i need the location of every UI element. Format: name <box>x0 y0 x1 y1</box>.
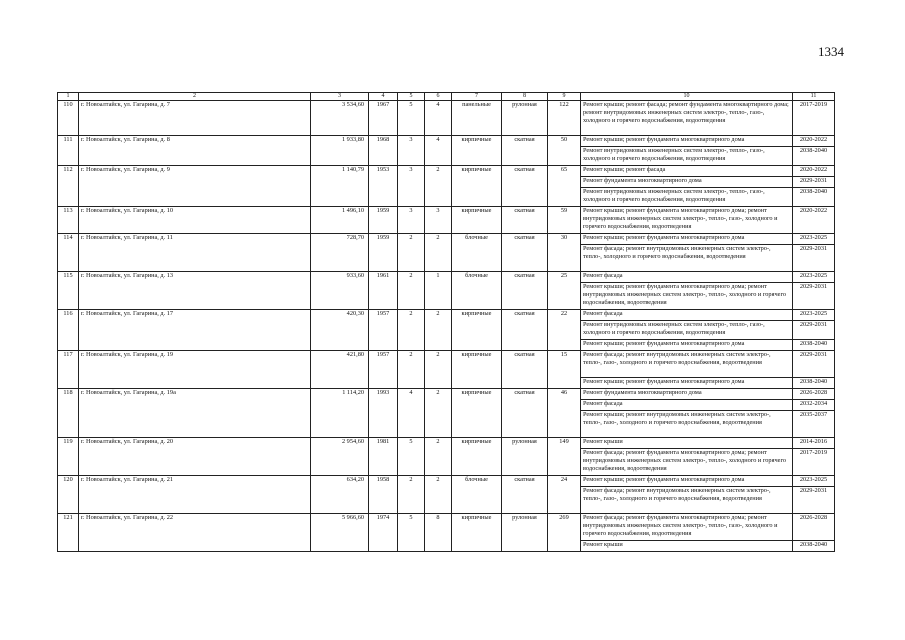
roof-cell: рулонная <box>502 438 548 476</box>
residents-cell: 22 <box>548 310 581 351</box>
year-cell: 1967 <box>369 101 398 136</box>
work-type-cell: Ремонт фундамента многоквартирного дома <box>581 389 793 400</box>
table-row <box>58 234 835 245</box>
area-cell: 933,60 <box>311 272 369 310</box>
column-number: 2 <box>79 93 311 101</box>
year-cell: 1974 <box>369 514 398 552</box>
year-cell: 1959 <box>369 234 398 272</box>
walls-cell: кирпичные <box>452 438 502 476</box>
roof-cell: скатная <box>502 234 548 272</box>
table-row <box>58 136 835 147</box>
floors-cell: 3 <box>398 136 425 166</box>
roof-cell: скатная <box>502 476 548 514</box>
period-cell: 2038-2040 <box>793 188 835 207</box>
year-cell: 1957 <box>369 310 398 351</box>
address-cell: г. Новоалтайск, ул. Гагарина, д. 13 <box>79 272 311 310</box>
walls-cell: кирпичные <box>452 389 502 438</box>
work-type-cell: Ремонт крыши <box>581 438 793 449</box>
period-cell: 2023-2025 <box>793 272 835 283</box>
walls-cell: панельные <box>452 101 502 136</box>
column-number: 4 <box>369 93 398 101</box>
period-cell: 2029-2031 <box>793 487 835 514</box>
table-row <box>58 351 835 378</box>
residents-cell: 24 <box>548 476 581 514</box>
row-number: 111 <box>58 136 79 166</box>
work-type-cell: Ремонт фундамента многоквартирного дома <box>581 177 793 188</box>
work-type-cell: Ремонт крыши; ремонт фасада; ремонт фундамента многоквартирного дома; ремонт внутридомовых инженерных систем электро-, тепло-, газо-, холодного и горячего водоснабжения, водоотведения <box>581 101 793 136</box>
year-cell: 1957 <box>369 351 398 389</box>
floors-cell: 2 <box>398 351 425 389</box>
walls-cell: кирпичные <box>452 166 502 207</box>
work-type-cell: Ремонт крыши; ремонт внутридомовых инженерных систем электро-, тепло-, газо-, холодного и горячего водоснабжения, водоотведения <box>581 411 793 438</box>
floors-cell: 2 <box>398 272 425 310</box>
row-number: 113 <box>58 207 79 234</box>
period-cell: 2023-2025 <box>793 476 835 487</box>
roof-cell: скатная <box>502 207 548 234</box>
floors-cell: 3 <box>398 166 425 207</box>
roof-cell: скатная <box>502 351 548 389</box>
entrances-cell: 1 <box>425 272 452 310</box>
entrances-cell: 4 <box>425 101 452 136</box>
table-row <box>58 310 835 321</box>
roof-cell: скатная <box>502 310 548 351</box>
work-type-cell: Ремонт крыши <box>581 541 793 552</box>
residents-cell: 122 <box>548 101 581 136</box>
roof-cell: скатная <box>502 389 548 438</box>
floors-cell: 2 <box>398 310 425 351</box>
roof-cell: скатная <box>502 272 548 310</box>
table-row <box>58 207 835 234</box>
area-cell: 634,20 <box>311 476 369 514</box>
area-cell: 1 496,10 <box>311 207 369 234</box>
work-type-cell: Ремонт крыши; ремонт фундамента многоквартирного дома <box>581 378 793 389</box>
column-number: 3 <box>311 93 369 101</box>
table-row <box>58 389 835 400</box>
row-number: 112 <box>58 166 79 207</box>
roof-cell: рулонная <box>502 514 548 552</box>
work-type-cell: Ремонт крыши; ремонт фундамента многоквартирного дома; ремонт внутридомовых инженерных систем электро-, тепло-, газо-, холодного и горячего водоснабжения, водоотведения <box>581 207 793 234</box>
period-cell: 2029-2031 <box>793 283 835 310</box>
walls-cell: кирпичные <box>452 310 502 351</box>
year-cell: 1959 <box>369 207 398 234</box>
work-type-cell: Ремонт фасада; ремонт фундамента многоквартирного дома; ремонт внутридомовых инженерных систем электро-, тепло-, холодного и горячего водоснабжения, водоотведения <box>581 449 793 476</box>
period-cell: 2029-2031 <box>793 321 835 340</box>
work-type-cell: Ремонт фасада; ремонт внутридомовых инженерных систем электро-, тепло-, газо-, холодного и горячего водоснабжения, водоотведения <box>581 487 793 514</box>
roof-cell: скатная <box>502 166 548 207</box>
column-number: 8 <box>502 93 548 101</box>
row-number: 114 <box>58 234 79 272</box>
address-cell: г. Новоалтайск, ул. Гагарина, д. 22 <box>79 514 311 552</box>
area-cell: 1 114,20 <box>311 389 369 438</box>
period-cell: 2038-2040 <box>793 340 835 351</box>
residents-cell: 30 <box>548 234 581 272</box>
floors-cell: 2 <box>398 234 425 272</box>
entrances-cell: 2 <box>425 476 452 514</box>
period-cell: 2035-2037 <box>793 411 835 438</box>
year-cell: 1968 <box>369 136 398 166</box>
address-cell: г. Новоалтайск, ул. Гагарина, д. 8 <box>79 136 311 166</box>
work-type-cell: Ремонт фасада; ремонт внутридомовых инженерных систем электро-, тепло-, холодного и горячего водоснабжения, водоотведения <box>581 245 793 272</box>
column-number: 10 <box>581 93 793 101</box>
address-cell: г. Новоалтайск, ул. Гагарина, д. 9 <box>79 166 311 207</box>
column-number: 5 <box>398 93 425 101</box>
walls-cell: кирпичные <box>452 514 502 552</box>
roof-cell: рулонная <box>502 101 548 136</box>
floors-cell: 5 <box>398 514 425 552</box>
column-number: 7 <box>452 93 502 101</box>
residents-cell: 269 <box>548 514 581 552</box>
entrances-cell: 2 <box>425 438 452 476</box>
entrances-cell: 2 <box>425 234 452 272</box>
work-type-cell: Ремонт крыши; ремонт фасада <box>581 166 793 177</box>
period-cell: 2029-2031 <box>793 177 835 188</box>
period-cell: 2038-2040 <box>793 147 835 166</box>
table-row <box>58 438 835 449</box>
page-number: 1334 <box>818 44 844 59</box>
period-cell: 2023-2025 <box>793 234 835 245</box>
address-cell: г. Новоалтайск, ул. Гагарина, д. 21 <box>79 476 311 514</box>
entrances-cell: 4 <box>425 136 452 166</box>
year-cell: 1958 <box>369 476 398 514</box>
entrances-cell: 3 <box>425 207 452 234</box>
row-number: 118 <box>58 389 79 438</box>
address-cell: г. Новоалтайск, ул. Гагарина, д. 17 <box>79 310 311 351</box>
floors-cell: 5 <box>398 101 425 136</box>
column-number: 6 <box>425 93 452 101</box>
year-cell: 1993 <box>369 389 398 438</box>
row-number: 119 <box>58 438 79 476</box>
period-cell: 2020-2022 <box>793 136 835 147</box>
residents-cell: 15 <box>548 351 581 389</box>
period-cell: 2026-2028 <box>793 514 835 541</box>
address-cell: г. Новоалтайск, ул. Гагарина, д. 11 <box>79 234 311 272</box>
walls-cell: кирпичные <box>452 207 502 234</box>
row-number: 115 <box>58 272 79 310</box>
floors-cell: 2 <box>398 476 425 514</box>
row-number: 120 <box>58 476 79 514</box>
work-type-cell: Ремонт фасада <box>581 310 793 321</box>
table-row <box>58 101 835 136</box>
row-number: 121 <box>58 514 79 552</box>
walls-cell: кирпичные <box>452 351 502 389</box>
entrances-cell: 2 <box>425 389 452 438</box>
period-cell: 2032-2034 <box>793 400 835 411</box>
period-cell: 2029-2031 <box>793 351 835 378</box>
work-type-cell: Ремонт фасада; ремонт фундамента многоквартирного дома; ремонт внутридомовых инженерных систем электро-, тепло-, газо-, холодного и горячего водоснабжения, водоотведения <box>581 514 793 541</box>
residents-cell: 25 <box>548 272 581 310</box>
period-cell: 2038-2040 <box>793 541 835 552</box>
entrances-cell: 2 <box>425 351 452 389</box>
area-cell: 2 954,60 <box>311 438 369 476</box>
work-type-cell: Ремонт фасада <box>581 272 793 283</box>
residents-cell: 65 <box>548 166 581 207</box>
area-cell: 1 933,80 <box>311 136 369 166</box>
table-row <box>58 476 835 487</box>
area-cell: 3 534,60 <box>311 101 369 136</box>
residents-cell: 149 <box>548 438 581 476</box>
area-cell: 420,30 <box>311 310 369 351</box>
work-type-cell: Ремонт крыши; ремонт фундамента многоквартирного дома <box>581 476 793 487</box>
table-row <box>58 272 835 283</box>
address-cell: г. Новоалтайск, ул. Гагарина, д. 20 <box>79 438 311 476</box>
table-row <box>58 166 835 177</box>
work-type-cell: Ремонт внутридомовых инженерных систем электро-, тепло-, газо-, холодного и горячего водоснабжения, водоотведения <box>581 188 793 207</box>
residents-cell: 46 <box>548 389 581 438</box>
residents-cell: 50 <box>548 136 581 166</box>
column-number-row <box>58 93 835 101</box>
walls-cell: блочные <box>452 234 502 272</box>
period-cell: 2017-2019 <box>793 449 835 476</box>
work-type-cell: Ремонт крыши; ремонт фундамента многоквартирного дома <box>581 234 793 245</box>
area-cell: 728,70 <box>311 234 369 272</box>
walls-cell: кирпичные <box>452 136 502 166</box>
row-number: 116 <box>58 310 79 351</box>
period-cell: 2020-2022 <box>793 166 835 177</box>
period-cell: 2023-2025 <box>793 310 835 321</box>
work-type-cell: Ремонт крыши; ремонт фундамента многоквартирного дома; ремонт внутридомовых инженерных систем электро-, тепло-, холодного и горячего водоснабжения, водоотведения <box>581 283 793 310</box>
entrances-cell: 2 <box>425 310 452 351</box>
period-cell: 2029-2031 <box>793 245 835 272</box>
repair-program-table <box>57 92 835 552</box>
work-type-cell: Ремонт фасада <box>581 400 793 411</box>
row-number: 110 <box>58 101 79 136</box>
period-cell: 2017-2019 <box>793 101 835 136</box>
area-cell: 5 966,60 <box>311 514 369 552</box>
column-number: 1 <box>58 93 79 101</box>
area-cell: 1 140,79 <box>311 166 369 207</box>
floors-cell: 5 <box>398 438 425 476</box>
table-row <box>58 514 835 541</box>
entrances-cell: 2 <box>425 166 452 207</box>
work-type-cell: Ремонт внутридомовых инженерных систем электро-, тепло-, газо-, холодного и горячего водоснабжения, водоотведения <box>581 147 793 166</box>
work-type-cell: Ремонт крыши; ремонт фундамента многоквартирного дома <box>581 136 793 147</box>
address-cell: г. Новоалтайск, ул. Гагарина, д. 19а <box>79 389 311 438</box>
address-cell: г. Новоалтайск, ул. Гагарина, д. 19 <box>79 351 311 389</box>
period-cell: 2014-2016 <box>793 438 835 449</box>
address-cell: г. Новоалтайск, ул. Гагарина, д. 7 <box>79 101 311 136</box>
year-cell: 1961 <box>369 272 398 310</box>
floors-cell: 3 <box>398 207 425 234</box>
work-type-cell: Ремонт фасада; ремонт внутридомовых инженерных систем электро-, тепло-, газо-, холодного и горячего водоснабжения, водоотведения <box>581 351 793 378</box>
period-cell: 2038-2040 <box>793 378 835 389</box>
entrances-cell: 8 <box>425 514 452 552</box>
area-cell: 421,80 <box>311 351 369 389</box>
period-cell: 2020-2022 <box>793 207 835 234</box>
column-number: 9 <box>548 93 581 101</box>
period-cell: 2026-2028 <box>793 389 835 400</box>
row-number: 117 <box>58 351 79 389</box>
work-type-cell: Ремонт крыши; ремонт фундамента многоквартирного дома <box>581 340 793 351</box>
residents-cell: 59 <box>548 207 581 234</box>
roof-cell: скатная <box>502 136 548 166</box>
column-number: 11 <box>793 93 835 101</box>
walls-cell: блочные <box>452 476 502 514</box>
year-cell: 1981 <box>369 438 398 476</box>
work-type-cell: Ремонт внутридомовых инженерных систем электро-, тепло-, газо-, холодного и горячего водоснабжения, водоотведения <box>581 321 793 340</box>
year-cell: 1953 <box>369 166 398 207</box>
walls-cell: блочные <box>452 272 502 310</box>
floors-cell: 4 <box>398 389 425 438</box>
address-cell: г. Новоалтайск, ул. Гагарина, д. 10 <box>79 207 311 234</box>
